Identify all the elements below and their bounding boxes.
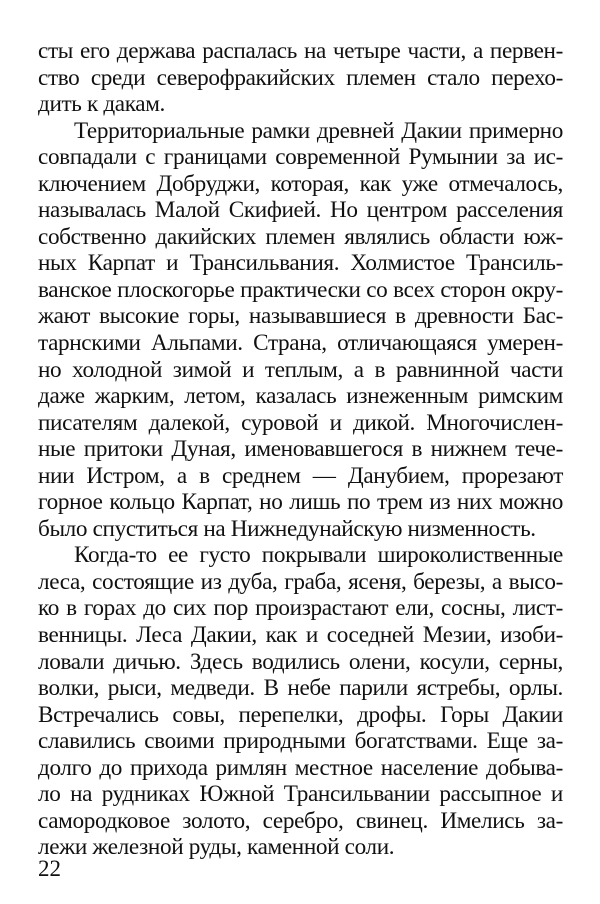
text-line: венницы. Леса Дакии, как и соседней Мезии, изоби-: [38, 622, 563, 649]
text-line: Территориальные рамки древней Дакии примерно: [74, 117, 563, 144]
text-line: собственно дакийских племен являлись области юж-: [38, 223, 563, 250]
page-number: 22: [38, 856, 61, 881]
text-line: но холодной зимой и теплым, а в равнинной части: [38, 356, 563, 383]
text-line: славились своими природными богатствами. Еще за-: [38, 728, 563, 755]
text-line: волки, рыси, медведи. В небе парили ястребы, орлы.: [38, 675, 563, 702]
text-line: нии Истром, а в среднем — Данубием, прорезают: [38, 462, 563, 489]
paragraph-3: [38, 542, 563, 861]
text-line: писателям далекой, суровой и дикой. Многочислен-: [38, 409, 563, 436]
text-line: даже жарким, летом, казалась изнеженным римским: [38, 383, 563, 410]
text-line: ванское плоскогорье практически со всех сторон окру-: [38, 276, 563, 303]
text-line: ных Карпат и Трансильвания. Холмистое Трансиль-: [38, 250, 563, 277]
text-line: жают высокие горы, называвшиеся в древности Бас-: [38, 303, 563, 330]
book-page-text: [38, 38, 563, 861]
text-line: ство среди северофракийских племен стало перехо-: [38, 64, 563, 91]
text-line: было спуститься на Нижнедунайскую низменность.: [38, 515, 536, 542]
text-line: называлась Малой Скифией. Но центром расселения: [38, 197, 563, 224]
text-line: сты его держава распалась на четыре части, а первен-: [38, 38, 563, 64]
text-line: ловали дичью. Здесь водились олени, косули, серны,: [38, 648, 563, 675]
text-line: самородковое золото, серебро, свинец. Имелись за-: [38, 807, 563, 834]
text-line: ные притоки Дуная, именовавшегося в нижнем тече-: [38, 436, 563, 463]
text-line: ло на рудниках Южной Трансильвании рассыпное и: [38, 781, 563, 808]
text-line: леса, состоящие из дуба, граба, ясеня, березы, а высо-: [38, 568, 563, 595]
text-line: лежи железной руды, каменной соли.: [38, 834, 395, 861]
text-line: ключением Добруджи, которая, как уже отмечалось,: [38, 170, 563, 197]
paragraph-1: [38, 38, 563, 118]
text-line: ко в горах до сих пор произрастают ели, сосны, лист-: [38, 595, 563, 622]
paragraph-2: [38, 118, 563, 543]
text-line: горное кольцо Карпат, но лишь по трем из них можно: [38, 489, 563, 516]
text-line: совпадали с границами современной Румынии за ис-: [38, 144, 563, 171]
text-line: дить к дакам.: [38, 91, 165, 118]
text-line: Когда-то ее густо покрывали широколиственные: [74, 542, 563, 569]
text-line: Встречались совы, перепелки, дрофы. Горы Дакии: [38, 701, 563, 728]
text-line: тарнскими Альпами. Страна, отличающаяся умерен-: [38, 330, 563, 357]
text-line: долго до прихода римлян местное население добыва-: [38, 754, 563, 781]
